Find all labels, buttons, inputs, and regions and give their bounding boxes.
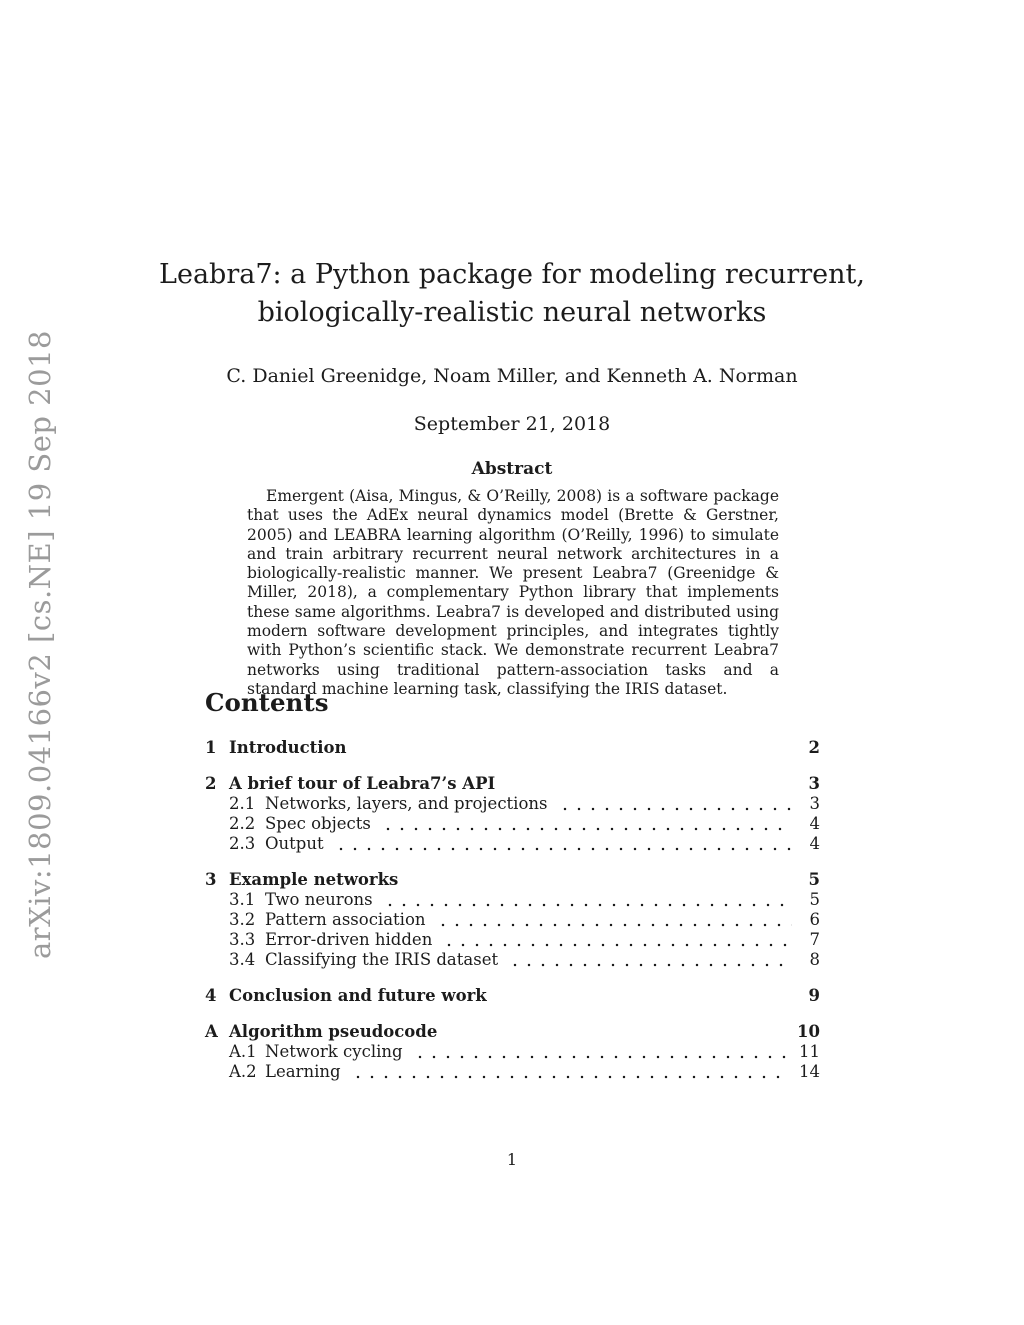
toc-dot-leader xyxy=(505,787,792,791)
toc-entry xyxy=(205,794,820,814)
arxiv-watermark-label: arXiv:1809.04166v2 [cs.NE] 19 Sep 2018 xyxy=(23,330,57,960)
toc-entry-page: 5 xyxy=(809,890,820,909)
toc-entry xyxy=(205,738,820,758)
date-line: September 21, 2018 xyxy=(413,413,611,435)
toc-entry-page: 4 xyxy=(809,834,820,853)
toc-entry-number: 3 xyxy=(205,870,217,889)
toc-entry-number: 3.3 xyxy=(229,930,256,949)
toc-entry-page: 9 xyxy=(808,986,820,1005)
toc-entry xyxy=(205,890,820,910)
toc-entry-number: A.1 xyxy=(229,1042,257,1061)
toc-entry-page: 6 xyxy=(809,910,820,929)
toc-dot-leader xyxy=(381,827,792,831)
toc-dot-leader xyxy=(383,903,792,907)
toc-entry-number: 4 xyxy=(205,986,217,1005)
toc-dot-leader xyxy=(334,847,792,851)
toc-entry xyxy=(205,910,820,930)
toc-entry-number: 3.1 xyxy=(229,890,256,909)
toc-entry-number: 3.4 xyxy=(229,950,256,969)
toc-entry-label: Example networks xyxy=(229,870,399,889)
toc-entry xyxy=(205,870,820,890)
toc-entry xyxy=(205,1042,820,1062)
paper-title-line1: Leabra7: a Python package for modeling recurrent, xyxy=(159,259,865,290)
toc-entry-page: 5 xyxy=(808,870,820,889)
toc-entry-label: Output xyxy=(265,834,324,853)
toc-entry-page: 7 xyxy=(809,930,820,949)
toc-dot-leader xyxy=(497,999,792,1003)
toc-dot-leader xyxy=(436,923,792,927)
toc-entry-label: Network cycling xyxy=(265,1042,403,1061)
toc-entry-label: Algorithm pseudocode xyxy=(229,1022,438,1041)
toc-entry-label: Spec objects xyxy=(265,814,371,833)
toc-entry-label: Networks, layers, and projections xyxy=(265,794,548,813)
toc-dot-leader xyxy=(413,1055,789,1059)
toc-entry-page: 4 xyxy=(809,814,820,833)
toc-entry xyxy=(205,950,820,970)
abstract-text: Emergent (Aisa, Mingus, & O’Reilly, 2008) is a software package that uses the AdEx neural dynamics model (Brette & Gerstner, 2005) and LEABRA learning algorithm (O’Reilly, 1996) to simulate and train arbitrary recurrent neural network architectures in a biologically-realistic manner. We present Leabra7 (Greenidge & Miller, 2018), a complementary Python library that implements these same algorithms. Leabra7 is developed and distributed using modern software development principles, and integrates tightly with Python’s scientific stack. We demonstrate recurrent Leabra7 networks using traditional pattern-association tasks and a standard machine learning task, classifying the IRIS dataset. xyxy=(247,487,779,698)
paper-title-line2: biologically-realistic neural networks xyxy=(257,297,767,328)
toc-dot-leader xyxy=(442,943,792,947)
toc-dot-leader xyxy=(408,883,792,887)
toc-entry-page: 3 xyxy=(808,774,820,793)
toc-entry-number: A xyxy=(205,1022,218,1041)
toc-dot-leader xyxy=(351,1075,789,1079)
toc-entry-label: Error-driven hidden xyxy=(265,930,433,949)
toc-entry xyxy=(205,774,820,794)
abstract-heading: Abstract xyxy=(471,459,553,479)
toc-entry-page: 2 xyxy=(808,738,820,757)
toc-entry xyxy=(205,1062,820,1082)
toc-entry-number: 3.2 xyxy=(229,910,256,929)
arxiv-watermark xyxy=(16,330,64,960)
toc-entry xyxy=(205,930,820,950)
toc-entry xyxy=(205,814,820,834)
toc-entry-number: 2.3 xyxy=(229,834,256,853)
toc-entry-number: A.2 xyxy=(229,1062,257,1081)
page-number: 1 xyxy=(506,1150,518,1169)
toc-entry-label: Introduction xyxy=(229,738,347,757)
toc-entry-label: Conclusion and future work xyxy=(229,986,487,1005)
toc-entry-label: Two neurons xyxy=(265,890,373,909)
toc-entry-label: A brief tour of Leabra7’s API xyxy=(229,774,496,793)
toc-entry xyxy=(205,834,820,854)
toc-entry xyxy=(205,1022,820,1042)
toc-entry-page: 14 xyxy=(799,1062,820,1081)
toc-dot-leader xyxy=(508,963,792,967)
toc-entry-page: 10 xyxy=(797,1022,820,1041)
toc-dot-leader xyxy=(447,1035,787,1039)
contents-heading: Contents xyxy=(205,688,329,717)
authors-line: C. Daniel Greenidge, Noam Miller, and Kenneth A. Norman xyxy=(226,365,798,387)
toc-dot-leader xyxy=(558,807,793,811)
toc-entry-number: 2 xyxy=(205,774,217,793)
toc-entry-page: 11 xyxy=(799,1042,820,1061)
toc-entry-number: 2.2 xyxy=(229,814,256,833)
toc-entry-number: 1 xyxy=(205,738,217,757)
toc-entry-page: 8 xyxy=(809,950,820,969)
paper-title xyxy=(102,256,922,332)
toc-entry xyxy=(205,986,820,1006)
toc-entry-number: 2.1 xyxy=(229,794,256,813)
toc-entry-label: Classifying the IRIS dataset xyxy=(265,950,499,969)
toc-dot-leader xyxy=(357,751,792,755)
toc-entry-label: Learning xyxy=(265,1062,341,1081)
toc-entry-page: 3 xyxy=(809,794,820,813)
toc-entry-label: Pattern association xyxy=(265,910,426,929)
table-of-contents xyxy=(205,738,820,1082)
